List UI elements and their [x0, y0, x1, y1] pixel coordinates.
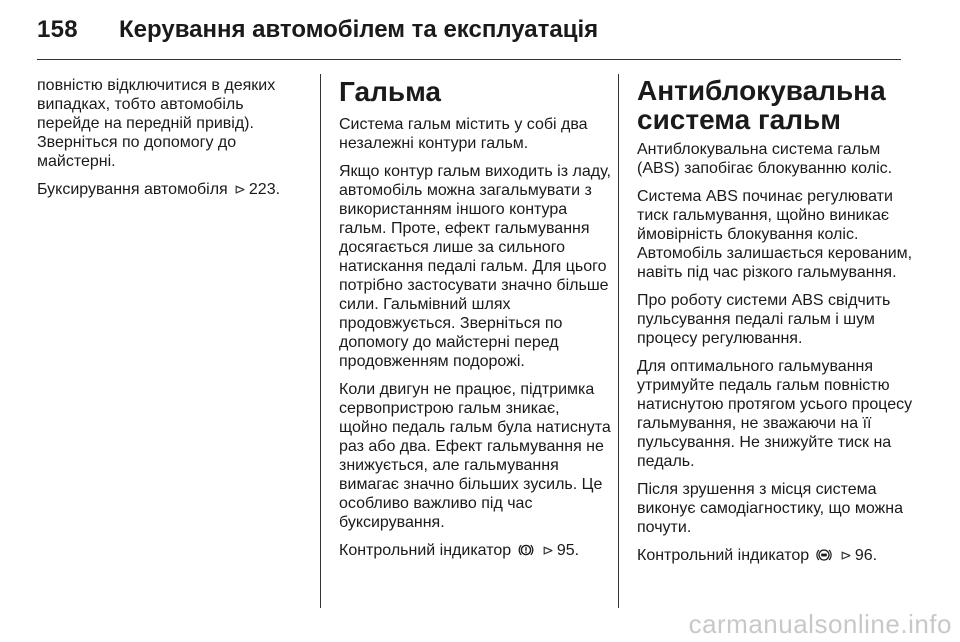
cross-reference[interactable]: [37, 180, 309, 199]
cross-reference[interactable]: [637, 546, 913, 565]
reference-text: Контрольний індикатор: [637, 547, 810, 564]
paragraph: Антиблокувальна система гальм (ABS) запобігає блокуванню коліс.: [637, 141, 893, 177]
paragraph: Система ABS починає регулювати тиск гальмування, щойно виникає ймовірність блокування коліс. Автомобіль залишається керованим, навіть під час різкого гальмування.: [637, 188, 913, 281]
page-number: 158: [37, 16, 78, 43]
abs-warning-icon: [816, 547, 832, 563]
page-ref[interactable]: 223.: [248, 181, 281, 198]
paragraph: повністю відключитися в деяких випадках, тобто автомобіль перейде на передній привід). Зверніться по допомогу до майстерні.: [37, 77, 276, 170]
page-ref[interactable]: 96.: [854, 547, 878, 564]
paragraph: Коли двигун не працює, підтримка сервопристрою гальм зникає, щойно педаль гальм була натиснута раз або два. Ефект гальмування не знижується, але гальмування вимагає значно більших зусиль. Це особливо важливо під час буксирування.: [339, 381, 611, 531]
column-1: [37, 76, 309, 208]
watermark: carmanualsonline.info: [688, 609, 952, 639]
section-heading-brakes: Гальма: [339, 76, 441, 107]
column-3: [637, 76, 913, 574]
column-divider: [618, 74, 619, 608]
page-ref-arrow-icon: ⊳: [840, 547, 852, 563]
cross-reference[interactable]: [339, 541, 611, 560]
page-ref-arrow-icon: ⊳: [542, 542, 554, 558]
reference-text: Буксирування автомобіля: [37, 181, 228, 198]
paragraph: Для оптимального гальмування утримуйте педаль гальм повністю натиснутою протягом усього процесу гальмування, не зважаючи на її пульсування. Не знижуйте тиск на педаль.: [637, 358, 913, 470]
paragraph: Якщо контур гальм виходить із ладу, автомобіль можна загальмувати з використанням іншого контура гальм. Проте, ефект гальмування досягається лише за сильного натискання педалі гальм. Для цього потрібно застосувати значно більше сили. Гальмівний шлях продовжується. Зверніться по допомогу до майстерні перед продовженням подорожі.: [339, 163, 611, 370]
header-rule: [37, 59, 901, 60]
page-ref-arrow-icon: ⊳: [234, 181, 246, 197]
column-divider: [320, 74, 321, 608]
section-heading-abs: Антиблокувальна система гальм: [637, 75, 886, 135]
paragraph: Система гальм містить у собі два незалежні контури гальм.: [339, 116, 588, 152]
column-2: [339, 76, 611, 569]
reference-text: Контрольний індикатор: [339, 542, 512, 559]
page-header: [0, 0, 960, 62]
brake-warning-icon: [518, 542, 534, 558]
page-ref[interactable]: 95.: [556, 542, 580, 559]
chapter-title: Керування автомобілем та експлуатація: [119, 16, 599, 43]
paragraph: Про роботу системи ABS свідчить пульсування педалі гальм і шум процесу регулювання.: [637, 292, 891, 347]
paragraph: Після зрушення з місця система виконує самодіагностику, що можна почути.: [637, 481, 903, 536]
